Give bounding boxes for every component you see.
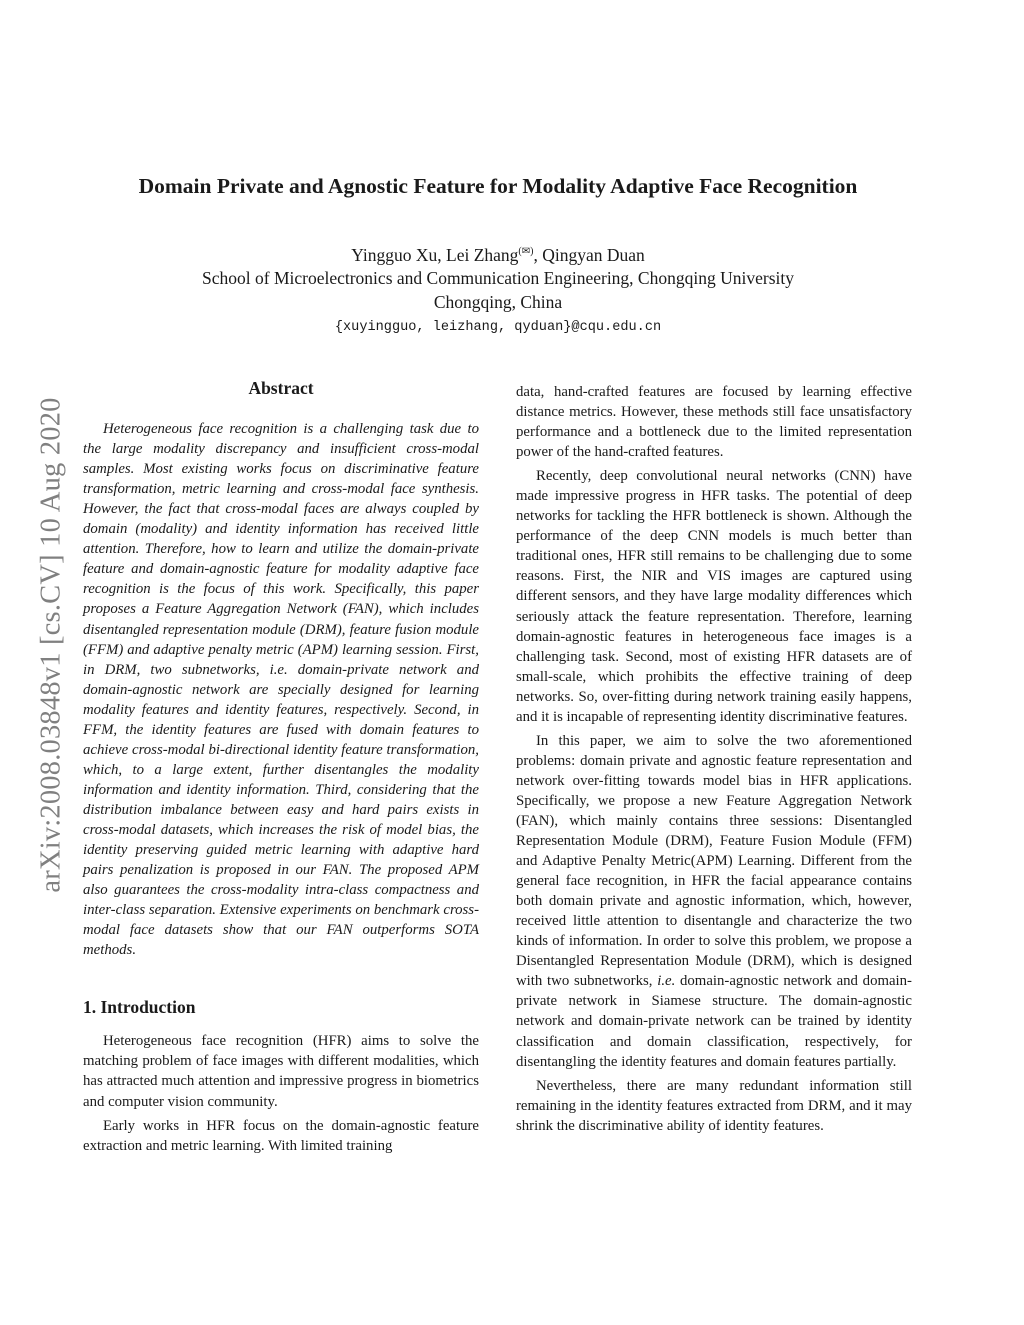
abstract-heading: Abstract — [248, 378, 314, 398]
intro-paragraph-2-continued: data, hand-crafted features are focused by learning effective distance metrics. However, these methods still face unsatisfactory performance and a bottleneck due to the limited representation power of the hand-crafted features. — [516, 384, 912, 461]
affiliation: School of Microelectronics and Communication Engineering, Chongqing University — [202, 268, 794, 289]
intro-paragraph-4 — [516, 731, 912, 1072]
arxiv-identifier — [32, 345, 72, 945]
intro-paragraph-4-part-a: In this paper, we aim to solve the two aforementioned problems: domain private and agnostic feature representation and network over-fitting towards model bias in HFR applications. Specifically, we propose a new Feature Aggregation Network (FAN), which mainly contains three sessions: Disentangled Representation Module (DRM), Feature Fusion Module (FFM) and Adaptive Penalty Metric(APM) Learning. Different from the general face recognition, in HFR the facial appearance contains both domain private and agnostic information, which, however, received little attention to disentangle and characterize the two kinds of information. In order to solve this problem, we propose a Disentangled Representation Module (DRM), which is designed with two subnetworks, — [516, 732, 912, 990]
intro-paragraph-3: Recently, deep convolutional neural networks (CNN) have made impressive progress in HFR tasks. The potential of deep networks for tackling the HFR bottleneck is shown. Although the performance of the deep CNN models is much better than traditional ones, HFR still remains to be challenging due to some reasons. First, the NIR and VIS images are captured using different sensors, and they have large modality differences which seriously attack the feature representation. Therefore, learning domain-agnostic features in heterogeneous face images is a challenging task. Second, most of existing HFR datasets are of small-scale, which prohibits the effective training of deep networks. So, over-fitting during network training easily happens, and it is incapable of representing identity discriminative features. — [516, 468, 912, 725]
author-emails: {xuyingguo, leizhang, qyduan}@cqu.edu.cn — [334, 320, 662, 336]
right-column — [516, 382, 912, 1136]
abstract-text: Heterogeneous face recognition is a challenging task due to the large modality discrepancy and insufficient cross-modal samples. Most existing works focus on discriminative feature transformation, metric learning and cross-modal face synthesis. However, the fact that cross-modal faces are always coupled by domain (modality) and identity information has received little attention. Therefore, how to learn and utilize the domain-private feature and domain-agnostic feature for modality adaptive face recognition is the focus of this work. Specifically, this paper proposes a Feature Aggregation Network (FAN), which includes disentangled representation module (DRM), feature fusion module (FFM) and adaptive penalty metric (APM) learning session. First, in DRM, two subnetworks, i.e. domain-private network and domain-agnostic network are specially designed for learning modality features and identity features, respectively. Second, in FFM, the identity features are fused with domain features to achieve cross-modal bi-directional identity feature transformation, which, to a large extent, further disentangles the modality information and identity information. Third, considering that the distribution imbalance between easy and hard pairs exists in cross-modal datasets, which increases the risk of model bias, the identity preserving guided metric learning with adaptive hard pairs penalization is proposed in our FAN. The proposed APM also guarantees the cross-modality intra-class compactness and inter-class separation. Extensive experiments on benchmark cross-modal face datasets show that our FAN outperforms SOTA methods. — [83, 421, 479, 959]
author-names — [80, 240, 916, 267]
left-column — [83, 378, 479, 1156]
introduction-heading: 1. Introduction — [83, 997, 196, 1018]
author-names-after: , Qingyan Duan — [533, 244, 645, 265]
location: Chongqing, China — [433, 291, 563, 312]
arxiv-identifier-text: arXiv:2008.03848v1 [cs.CV] 10 Aug 2020 — [36, 397, 68, 893]
author-names-before: Yingguo Xu, Lei Zhang — [351, 244, 519, 265]
intro-paragraph-1: Heterogeneous face recognition (HFR) aims to solve the matching problem of face images with different modalities, which has attracted much attention and impressive progress in biometrics and computer vision community. — [83, 1033, 479, 1110]
author-block — [80, 240, 916, 340]
intro-paragraph-4-ie: i.e. — [657, 973, 676, 990]
intro-paragraph-2: Early works in HFR focus on the domain-agnostic feature extraction and metric learning. With limited training — [83, 1117, 479, 1154]
intro-paragraph-5: Nevertheless, there are many redundant information still remaining in the identity features extracted from DRM, and it may shrink the discriminative ability of identity features. — [516, 1077, 912, 1134]
corresponding-author-mark: (✉) — [518, 246, 534, 257]
paper-title: Domain Private and Agnostic Feature for Modality Adaptive Face Recognition — [138, 174, 858, 198]
intro-paragraph-4-part-b: domain-agnostic network and domain-private network in Siamese structure. The domain-agnostic network and domain-private network can be trained by identity classification and domain classification, respectively, for disentangling the identity features and domain features partially. — [516, 973, 912, 1070]
